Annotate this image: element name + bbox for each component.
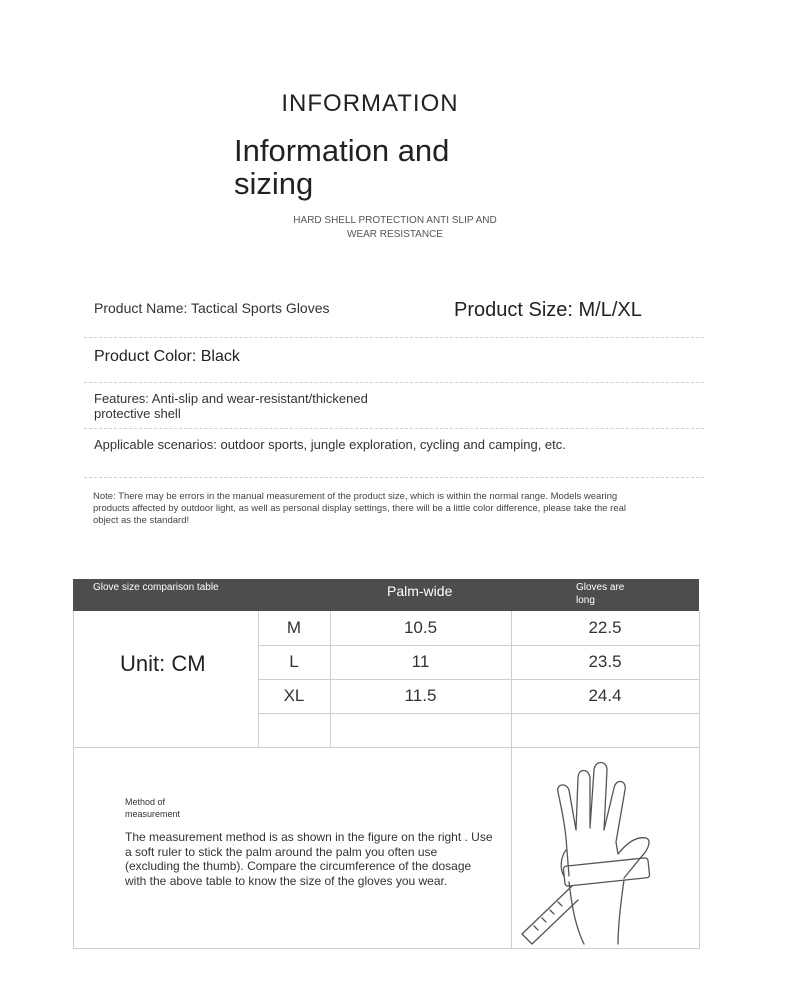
- palm-cell-xl: 11.5: [404, 686, 437, 705]
- product-size: Product Size: M/L/XL: [454, 299, 642, 321]
- size-cell-m: M: [286, 618, 302, 637]
- size-cell-xl: XL: [283, 686, 305, 705]
- length-cell-xl: 24.4: [588, 686, 622, 705]
- col-header-glove-length: Gloves are long: [576, 582, 625, 606]
- hand-measurement-illustration: [514, 758, 694, 948]
- info-row-color: [84, 337, 704, 383]
- palm-cell-l: 11: [411, 652, 430, 671]
- method-description: The measurement method is as shown in the figure on the right . Use a soft ruler to stick the palm around the palm you often use (excluding the thumb). Compare the circumference of the dosage with the above table to know the size of the gloves you wear.: [125, 830, 493, 888]
- info-row-name-size: [84, 290, 704, 338]
- disclaimer-note: Note: There may be errors in the manual measurement of the product size, which is within the normal range. Models wearing products affected by outdoor light, as well as personal display settings, there will be a little color difference, please take the real object as the standard!: [93, 491, 627, 526]
- palm-cell-m: 10.5: [403, 618, 438, 637]
- page-subtitle: HARD SHELL PROTECTION ANTI SLIP AND WEAR RESISTANCE: [293, 215, 497, 240]
- unit-label: Unit: CM: [120, 651, 206, 676]
- info-row-scenarios: [84, 428, 704, 478]
- size-table-title: Glove size comparison table: [93, 582, 219, 593]
- method-title: Method of measurement: [125, 797, 181, 819]
- product-color: Product Color: Black: [94, 348, 240, 365]
- product-features: Features: Anti-slip and wear-resistant/thickened protective shell: [94, 391, 368, 421]
- product-scenarios: Applicable scenarios: outdoor sports, jungle exploration, cycling and camping, etc.: [94, 437, 566, 452]
- size-cell-l: L: [289, 652, 299, 671]
- info-row-features: [84, 382, 704, 429]
- size-table: [73, 611, 700, 949]
- page-title: Information and sizing: [234, 133, 450, 201]
- size-table-header: [73, 579, 699, 611]
- length-cell-m: 22.5: [588, 618, 622, 637]
- product-name: Product Name: Tactical Sports Gloves: [94, 300, 330, 316]
- section-eyebrow: INFORMATION: [281, 90, 459, 117]
- length-cell-l: 23.5: [588, 652, 622, 671]
- col-header-palm-width: Palm-wide: [387, 583, 453, 599]
